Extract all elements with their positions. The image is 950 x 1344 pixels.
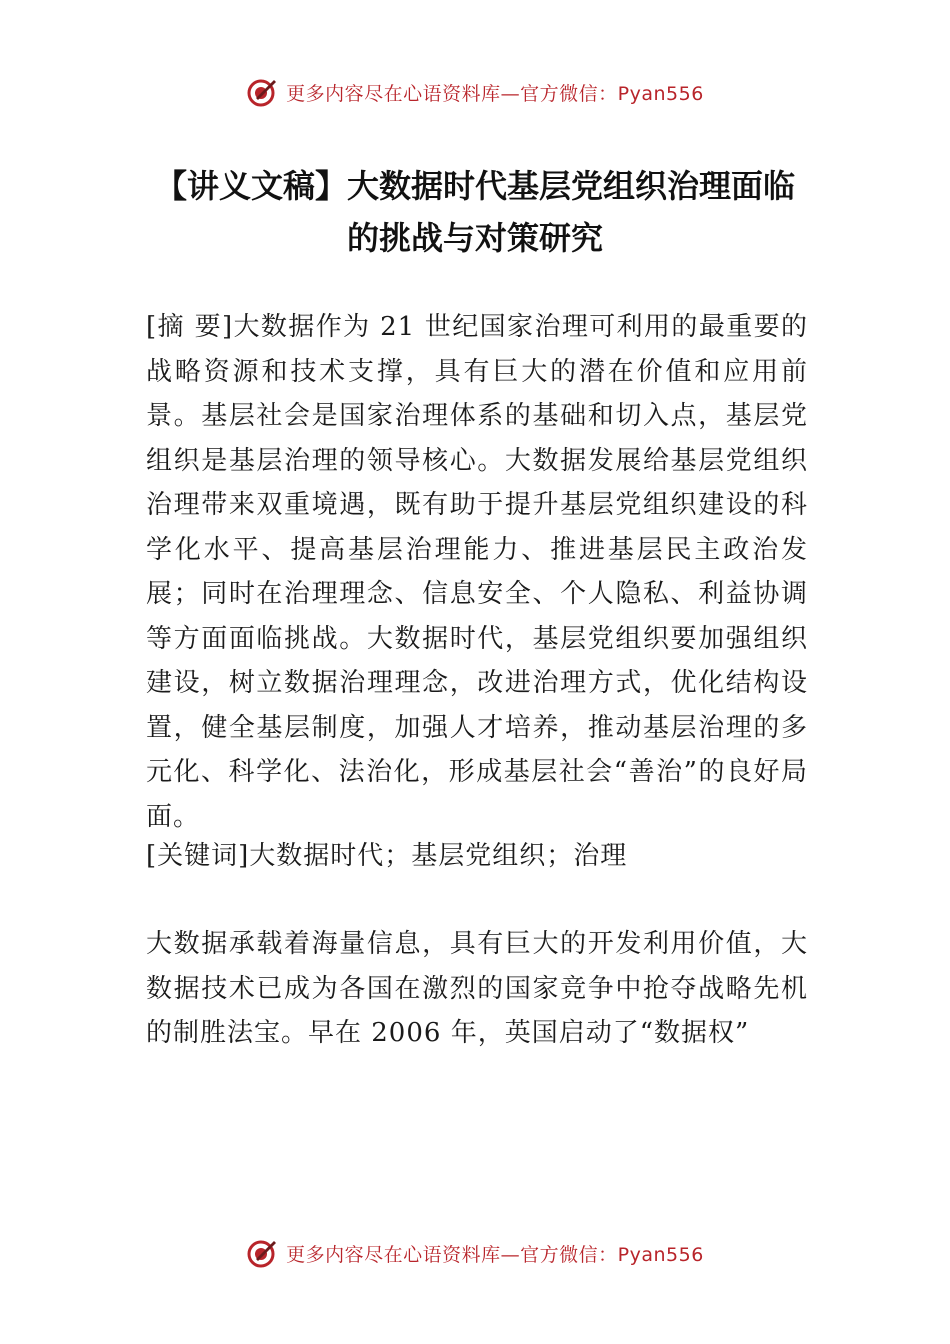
pen-circle-logo-icon bbox=[246, 1237, 278, 1269]
body-paragraph: 大数据承载着海量信息，具有巨大的开发利用价值，大数据技术已成为各国在激烈的国家竞争中抢夺战略先机的制胜法宝。早在 2006 年，英国启动了“数据权” bbox=[146, 929, 808, 1048]
abstract-paragraph: [摘 要]大数据作为 21 世纪国家治理可利用的最重要的战略资源和技术支撑，具有巨大的潜在价值和应用前景。基层社会是国家治理体系的基础和切入点，基层党组织是基层治理的领导核心。大数据发展给基层党组织治理带来双重境遇，既有助于提升基层党组织建设的科学化水平、提高基层治理能力、推进基层民主政治发展；同时在治理理念、信息安全、个人隐私、利益协调等方面面临挑战。大数据时代，基层党组织要加强组织建设，树立数据治理理念，改进治理方式，优化结构设置，健全基层制度，加强人才培养，推动基层治理的多元化、科学化、法治化，形成基层社会“善治”的良好局面。 bbox=[146, 312, 808, 832]
footer-banner bbox=[0, 1233, 950, 1273]
banner-text: 更多内容尽在心语资料库—官方微信：Pyan556 bbox=[286, 1243, 704, 1266]
keywords-line: [关键词]大数据时代；基层党组织；治理 bbox=[146, 841, 628, 871]
banner-text: 更多内容尽在心语资料库—官方微信：Pyan556 bbox=[286, 82, 704, 105]
wechat-id: Pyan556 bbox=[617, 82, 704, 105]
document-title: 【讲义文稿】大数据时代基层党组织治理面临的挑战与对策研究 bbox=[154, 167, 795, 257]
pen-circle-logo-icon bbox=[246, 76, 278, 108]
header-banner bbox=[0, 72, 950, 112]
wechat-id: Pyan556 bbox=[617, 1243, 704, 1266]
